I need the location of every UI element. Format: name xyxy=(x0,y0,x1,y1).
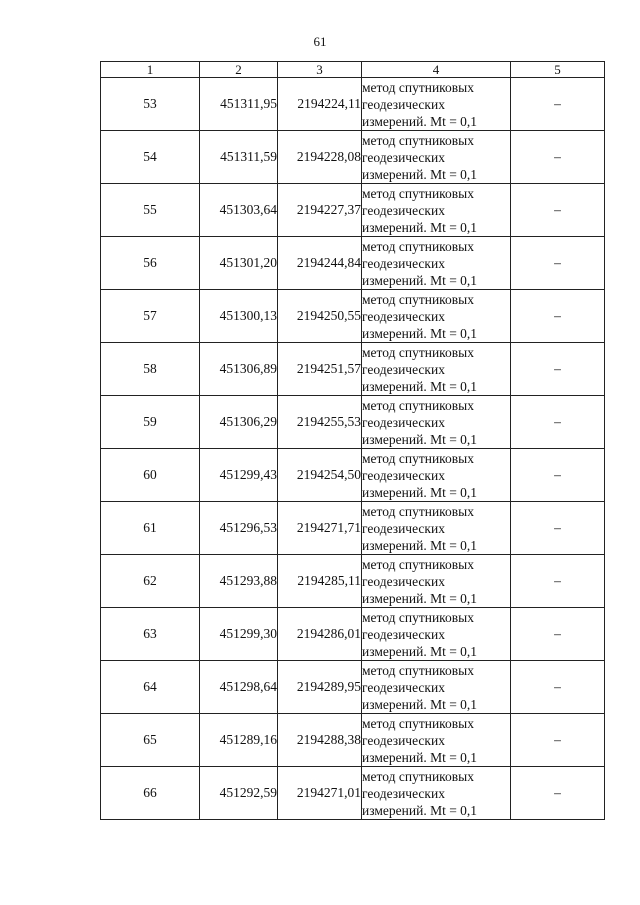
x-coordinate-cell: 451306,29 xyxy=(200,396,278,449)
method-cell xyxy=(362,396,511,449)
table-row xyxy=(101,184,605,237)
method-text-line: геодезических xyxy=(362,573,445,589)
method-text-line: геодезических xyxy=(362,149,445,165)
method-cell xyxy=(362,131,511,184)
method-text-line: измерений. Mt = 0,1 xyxy=(362,219,478,235)
method-text-line: метод спутниковых xyxy=(362,79,474,95)
x-coordinate-cell: 451299,30 xyxy=(200,608,278,661)
point-number-cell: 56 xyxy=(101,237,200,290)
x-coordinate-cell: 451292,59 xyxy=(200,767,278,820)
method-text-line: метод спутниковых xyxy=(362,556,474,572)
point-number-cell: 64 xyxy=(101,661,200,714)
method-text-line: метод спутниковых xyxy=(362,768,474,784)
point-number-cell: 61 xyxy=(101,502,200,555)
method-text-line: геодезических xyxy=(362,361,445,377)
y-coordinate-cell: 2194228,08 xyxy=(278,131,362,184)
y-coordinate-cell: 2194227,37 xyxy=(278,184,362,237)
x-coordinate-cell: 451296,53 xyxy=(200,502,278,555)
method-cell xyxy=(362,767,511,820)
method-text-line: геодезических xyxy=(362,785,445,801)
table-row xyxy=(101,396,605,449)
method-text-line: геодезических xyxy=(362,414,445,430)
y-coordinate-cell: 2194288,38 xyxy=(278,714,362,767)
table-row xyxy=(101,131,605,184)
method-text-line: метод спутниковых xyxy=(362,609,474,625)
y-coordinate-cell: 2194250,55 xyxy=(278,290,362,343)
method-cell xyxy=(362,661,511,714)
table-row xyxy=(101,290,605,343)
method-cell xyxy=(362,237,511,290)
method-text-line: измерений. Mt = 0,1 xyxy=(362,537,478,553)
column-header-method: 4 xyxy=(362,62,511,78)
method-text-line: измерений. Mt = 0,1 xyxy=(362,325,478,341)
point-number-cell: 57 xyxy=(101,290,200,343)
method-cell xyxy=(362,608,511,661)
description-cell: – xyxy=(511,555,605,608)
table-row xyxy=(101,661,605,714)
method-text-line: измерений. Mt = 0,1 xyxy=(362,749,478,765)
column-header-description: 5 xyxy=(511,62,605,78)
method-text-line: метод спутниковых xyxy=(362,291,474,307)
description-cell: – xyxy=(511,714,605,767)
point-number-cell: 60 xyxy=(101,449,200,502)
coordinates-table xyxy=(100,61,605,820)
table-row xyxy=(101,237,605,290)
y-coordinate-cell: 2194255,53 xyxy=(278,396,362,449)
point-number-cell: 66 xyxy=(101,767,200,820)
table-header-row xyxy=(101,62,605,78)
method-cell xyxy=(362,714,511,767)
method-text-line: геодезических xyxy=(362,679,445,695)
method-text-line: измерений. Mt = 0,1 xyxy=(362,696,478,712)
method-text-line: измерений. Mt = 0,1 xyxy=(362,431,478,447)
table-row xyxy=(101,555,605,608)
method-cell xyxy=(362,290,511,343)
method-text-line: метод спутниковых xyxy=(362,238,474,254)
table-row xyxy=(101,449,605,502)
description-cell: – xyxy=(511,78,605,131)
method-cell xyxy=(362,555,511,608)
description-cell: – xyxy=(511,449,605,502)
method-text-line: геодезических xyxy=(362,308,445,324)
method-text-line: геодезических xyxy=(362,255,445,271)
method-cell xyxy=(362,502,511,555)
point-number-cell: 53 xyxy=(101,78,200,131)
y-coordinate-cell: 2194286,01 xyxy=(278,608,362,661)
method-text-line: измерений. Mt = 0,1 xyxy=(362,166,478,182)
table-body xyxy=(101,78,605,820)
description-cell: – xyxy=(511,608,605,661)
point-number-cell: 62 xyxy=(101,555,200,608)
method-text-line: метод спутниковых xyxy=(362,715,474,731)
description-cell: – xyxy=(511,661,605,714)
table-row xyxy=(101,767,605,820)
point-number-cell: 58 xyxy=(101,343,200,396)
y-coordinate-cell: 2194254,50 xyxy=(278,449,362,502)
method-text-line: метод спутниковых xyxy=(362,132,474,148)
method-text-line: геодезических xyxy=(362,467,445,483)
method-text-line: измерений. Mt = 0,1 xyxy=(362,590,478,606)
column-header-x: 2 xyxy=(200,62,278,78)
method-text-line: измерений. Mt = 0,1 xyxy=(362,113,478,129)
method-text-line: метод спутниковых xyxy=(362,662,474,678)
method-text-line: метод спутниковых xyxy=(362,397,474,413)
y-coordinate-cell: 2194271,71 xyxy=(278,502,362,555)
description-cell: – xyxy=(511,343,605,396)
y-coordinate-cell: 2194251,57 xyxy=(278,343,362,396)
page-number: 61 xyxy=(313,34,327,49)
method-text-line: метод спутниковых xyxy=(362,344,474,360)
method-cell xyxy=(362,449,511,502)
column-header-y: 3 xyxy=(278,62,362,78)
method-text-line: геодезических xyxy=(362,520,445,536)
x-coordinate-cell: 451301,20 xyxy=(200,237,278,290)
x-coordinate-cell: 451298,64 xyxy=(200,661,278,714)
x-coordinate-cell: 451311,95 xyxy=(200,78,278,131)
table-row xyxy=(101,78,605,131)
x-coordinate-cell: 451311,59 xyxy=(200,131,278,184)
x-coordinate-cell: 451303,64 xyxy=(200,184,278,237)
point-number-cell: 54 xyxy=(101,131,200,184)
table-row xyxy=(101,608,605,661)
y-coordinate-cell: 2194224,11 xyxy=(278,78,362,131)
x-coordinate-cell: 451293,88 xyxy=(200,555,278,608)
method-cell xyxy=(362,184,511,237)
y-coordinate-cell: 2194289,95 xyxy=(278,661,362,714)
x-coordinate-cell: 451289,16 xyxy=(200,714,278,767)
column-header-point-number: 1 xyxy=(101,62,200,78)
method-cell xyxy=(362,343,511,396)
method-text-line: измерений. Mt = 0,1 xyxy=(362,802,478,818)
description-cell: – xyxy=(511,184,605,237)
method-text-line: метод спутниковых xyxy=(362,503,474,519)
y-coordinate-cell: 2194285,11 xyxy=(278,555,362,608)
x-coordinate-cell: 451300,13 xyxy=(200,290,278,343)
description-cell: – xyxy=(511,131,605,184)
method-text-line: геодезических xyxy=(362,96,445,112)
description-cell: – xyxy=(511,767,605,820)
method-cell xyxy=(362,78,511,131)
method-text-line: измерений. Mt = 0,1 xyxy=(362,484,478,500)
method-text-line: измерений. Mt = 0,1 xyxy=(362,272,478,288)
method-text-line: геодезических xyxy=(362,626,445,642)
method-text-line: геодезических xyxy=(362,202,445,218)
description-cell: – xyxy=(511,290,605,343)
table-row xyxy=(101,714,605,767)
point-number-cell: 55 xyxy=(101,184,200,237)
method-text-line: метод спутниковых xyxy=(362,185,474,201)
method-text-line: измерений. Mt = 0,1 xyxy=(362,643,478,659)
point-number-cell: 65 xyxy=(101,714,200,767)
point-number-cell: 63 xyxy=(101,608,200,661)
method-text-line: измерений. Mt = 0,1 xyxy=(362,378,478,394)
description-cell: – xyxy=(511,396,605,449)
y-coordinate-cell: 2194244,84 xyxy=(278,237,362,290)
description-cell: – xyxy=(511,237,605,290)
description-cell: – xyxy=(511,502,605,555)
table-row xyxy=(101,343,605,396)
point-number-cell: 59 xyxy=(101,396,200,449)
table-row xyxy=(101,502,605,555)
y-coordinate-cell: 2194271,01 xyxy=(278,767,362,820)
x-coordinate-cell: 451299,43 xyxy=(200,449,278,502)
method-text-line: метод спутниковых xyxy=(362,450,474,466)
method-text-line: геодезических xyxy=(362,732,445,748)
x-coordinate-cell: 451306,89 xyxy=(200,343,278,396)
